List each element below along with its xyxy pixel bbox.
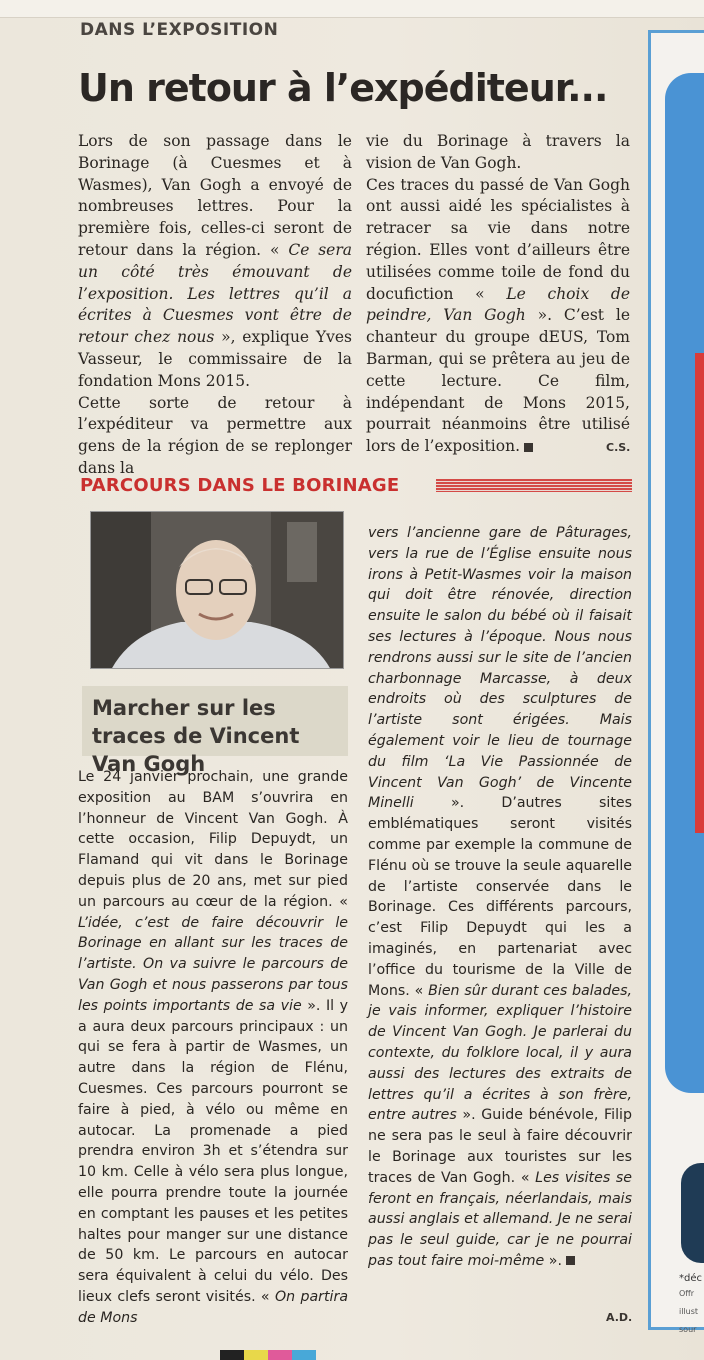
article2-column-2-text: vers l’ancienne gare de Pâturages, vers la rue de l’Église ensuite nous irons à Petit-Wasmes voir la maison qui doit être rénovée, direction ensuite le salon du bébé où il faisait ses lectures à l’époque. Nous nous rendrons aussi sur le site de l’ancien charbonnage Marcasse, à deux endroits où des sculptures de l’artiste sont érigées. Mais également voir le lieu de tournage du film ‘La Vie Passionnée de Vincent Van Gogh’ de Vincente Minelli ». D’autres sites emblématiques seront visités comme par exemple la commune de Flénu où se trouve la seule aquarelle de l’artiste conservée dans le Borinage. Ces différents parcours, c’est Filip Depuydt qui les a imaginés, en partenariat avec l’office du tourisme de la Ville de Mons. « Bien sûr durant ces balades, je vais informer, expliquer l’histoire de Vincent Van Gogh. Je parlerai du contexte, du folklore local, il y aura aussi des lectures des extraits de lettres qu’il a écrites à son frère, entre autres ». Guide bénévole, Filip ne sera pas le seul à faire découvrir le Borinage aux touristes sur les traces de Van Gogh. « Les visites se feront en français, néerlandais, mais aussi anglais et allemand. Je ne serai pas le seul guide, car je ne pourrai pas tout faire moi-même ». (368, 525, 633, 1269)
article2-column-1: Le 24 janvier prochain, une grande exposition au BAM s’ouvrira en l’honneur de Vincent Van Gogh. À cette occasion, Filip Depuydt, un Flamand qui vit dans le Borinage depuis plus de 20 ans, met sur pied un parcours au cœur de la région. « L’idée, c’est de faire découvrir le Borinage en allant sur les traces de l’artiste. On va suivre le parcours de Van Gogh et nous passerons par tous les points importants de sa vie ». Il y a aura deux parcours principaux : un qui se fera à partir de Wasmes, un autre dans la région de Flénu, Cuesmes. Ces parcours pourront se faire à pied, à vélo ou même en autocar. La promenade a pied prendra environ 3h et s’étendra sur 10 km. Celle à vélo sera plus longue, elle pourra prendre toute la journée en comptant les pauses et les petites haltes pour manger sur une distance de 50 km. Le parcours en autocar sera équivalent à celui du vélo. Des lieux clefs seront visités. « On partira de Mons (78, 769, 349, 1326)
print-registration-marks (220, 1350, 316, 1360)
article1-column-2-text: vie du Borinage à travers la vision de Van Gogh. Ces traces du passé de Van Gogh ont aussi aidé les spécialistes à retracer sa vie dans notre région. Elles vont d’ailleurs être utilisées comme toile de fond du docufiction « Le choix de peindre, Van Gogh ». C’est le chanteur du groupe dEUS, Tom Barman, qui se prêtera au jeu de cette lecture. Ce film, indépendant de Mons 2015, pourrait néanmoins être utilisé lors de l’exposition. (366, 132, 631, 456)
ad-text-2: Offr (679, 1289, 695, 1298)
photo-caption-box (82, 686, 348, 776)
photo-caption: Marcher sur les traces de Vincent Van Gogh (92, 696, 300, 776)
end-mark (566, 1256, 575, 1265)
ad-dark-shape (681, 1163, 704, 1263)
section-header (76, 471, 632, 499)
article1-signature: C.S. (606, 441, 631, 454)
article2-column-2 (368, 523, 632, 1272)
section-stripes (436, 479, 632, 492)
ad-red-panel (695, 353, 704, 833)
portrait-photo-image (91, 512, 344, 669)
article-headline: Un retour à l’expéditeur... (78, 66, 608, 110)
page-top-strip (0, 0, 704, 18)
portrait-photo (90, 511, 344, 669)
ad-text-4: sour (679, 1325, 697, 1334)
article1-column-1: Lors de son passage dans le Borinage (à Cuesmes et à Wasmes), Van Gogh a envoyé de nombreuses lettres. Pour la première fois, celles-ci seront de retour dans la région. « Ce sera un côté très émouvant de l’exposition. Les lettres qu’il a écrites à Cuesmes vont être de retour chez nous », explique Yves Vasseur, le commissaire de la fondation Mons 2015. Cette sorte de retour à l’expéditeur va permettre aux gens de la région de se replonger dans la (78, 132, 352, 477)
side-advertisement (648, 30, 704, 1334)
ad-text-3: illust (679, 1307, 699, 1316)
ad-text-1: *déc (679, 1273, 702, 1284)
article1-column-2 (366, 131, 630, 458)
article2-signature: A.D. (606, 1311, 633, 1324)
rubric-label: DANS L’EXPOSITION (80, 20, 279, 40)
end-mark (524, 443, 533, 452)
section-label: PARCOURS DANS LE BORINAGE (80, 475, 400, 496)
